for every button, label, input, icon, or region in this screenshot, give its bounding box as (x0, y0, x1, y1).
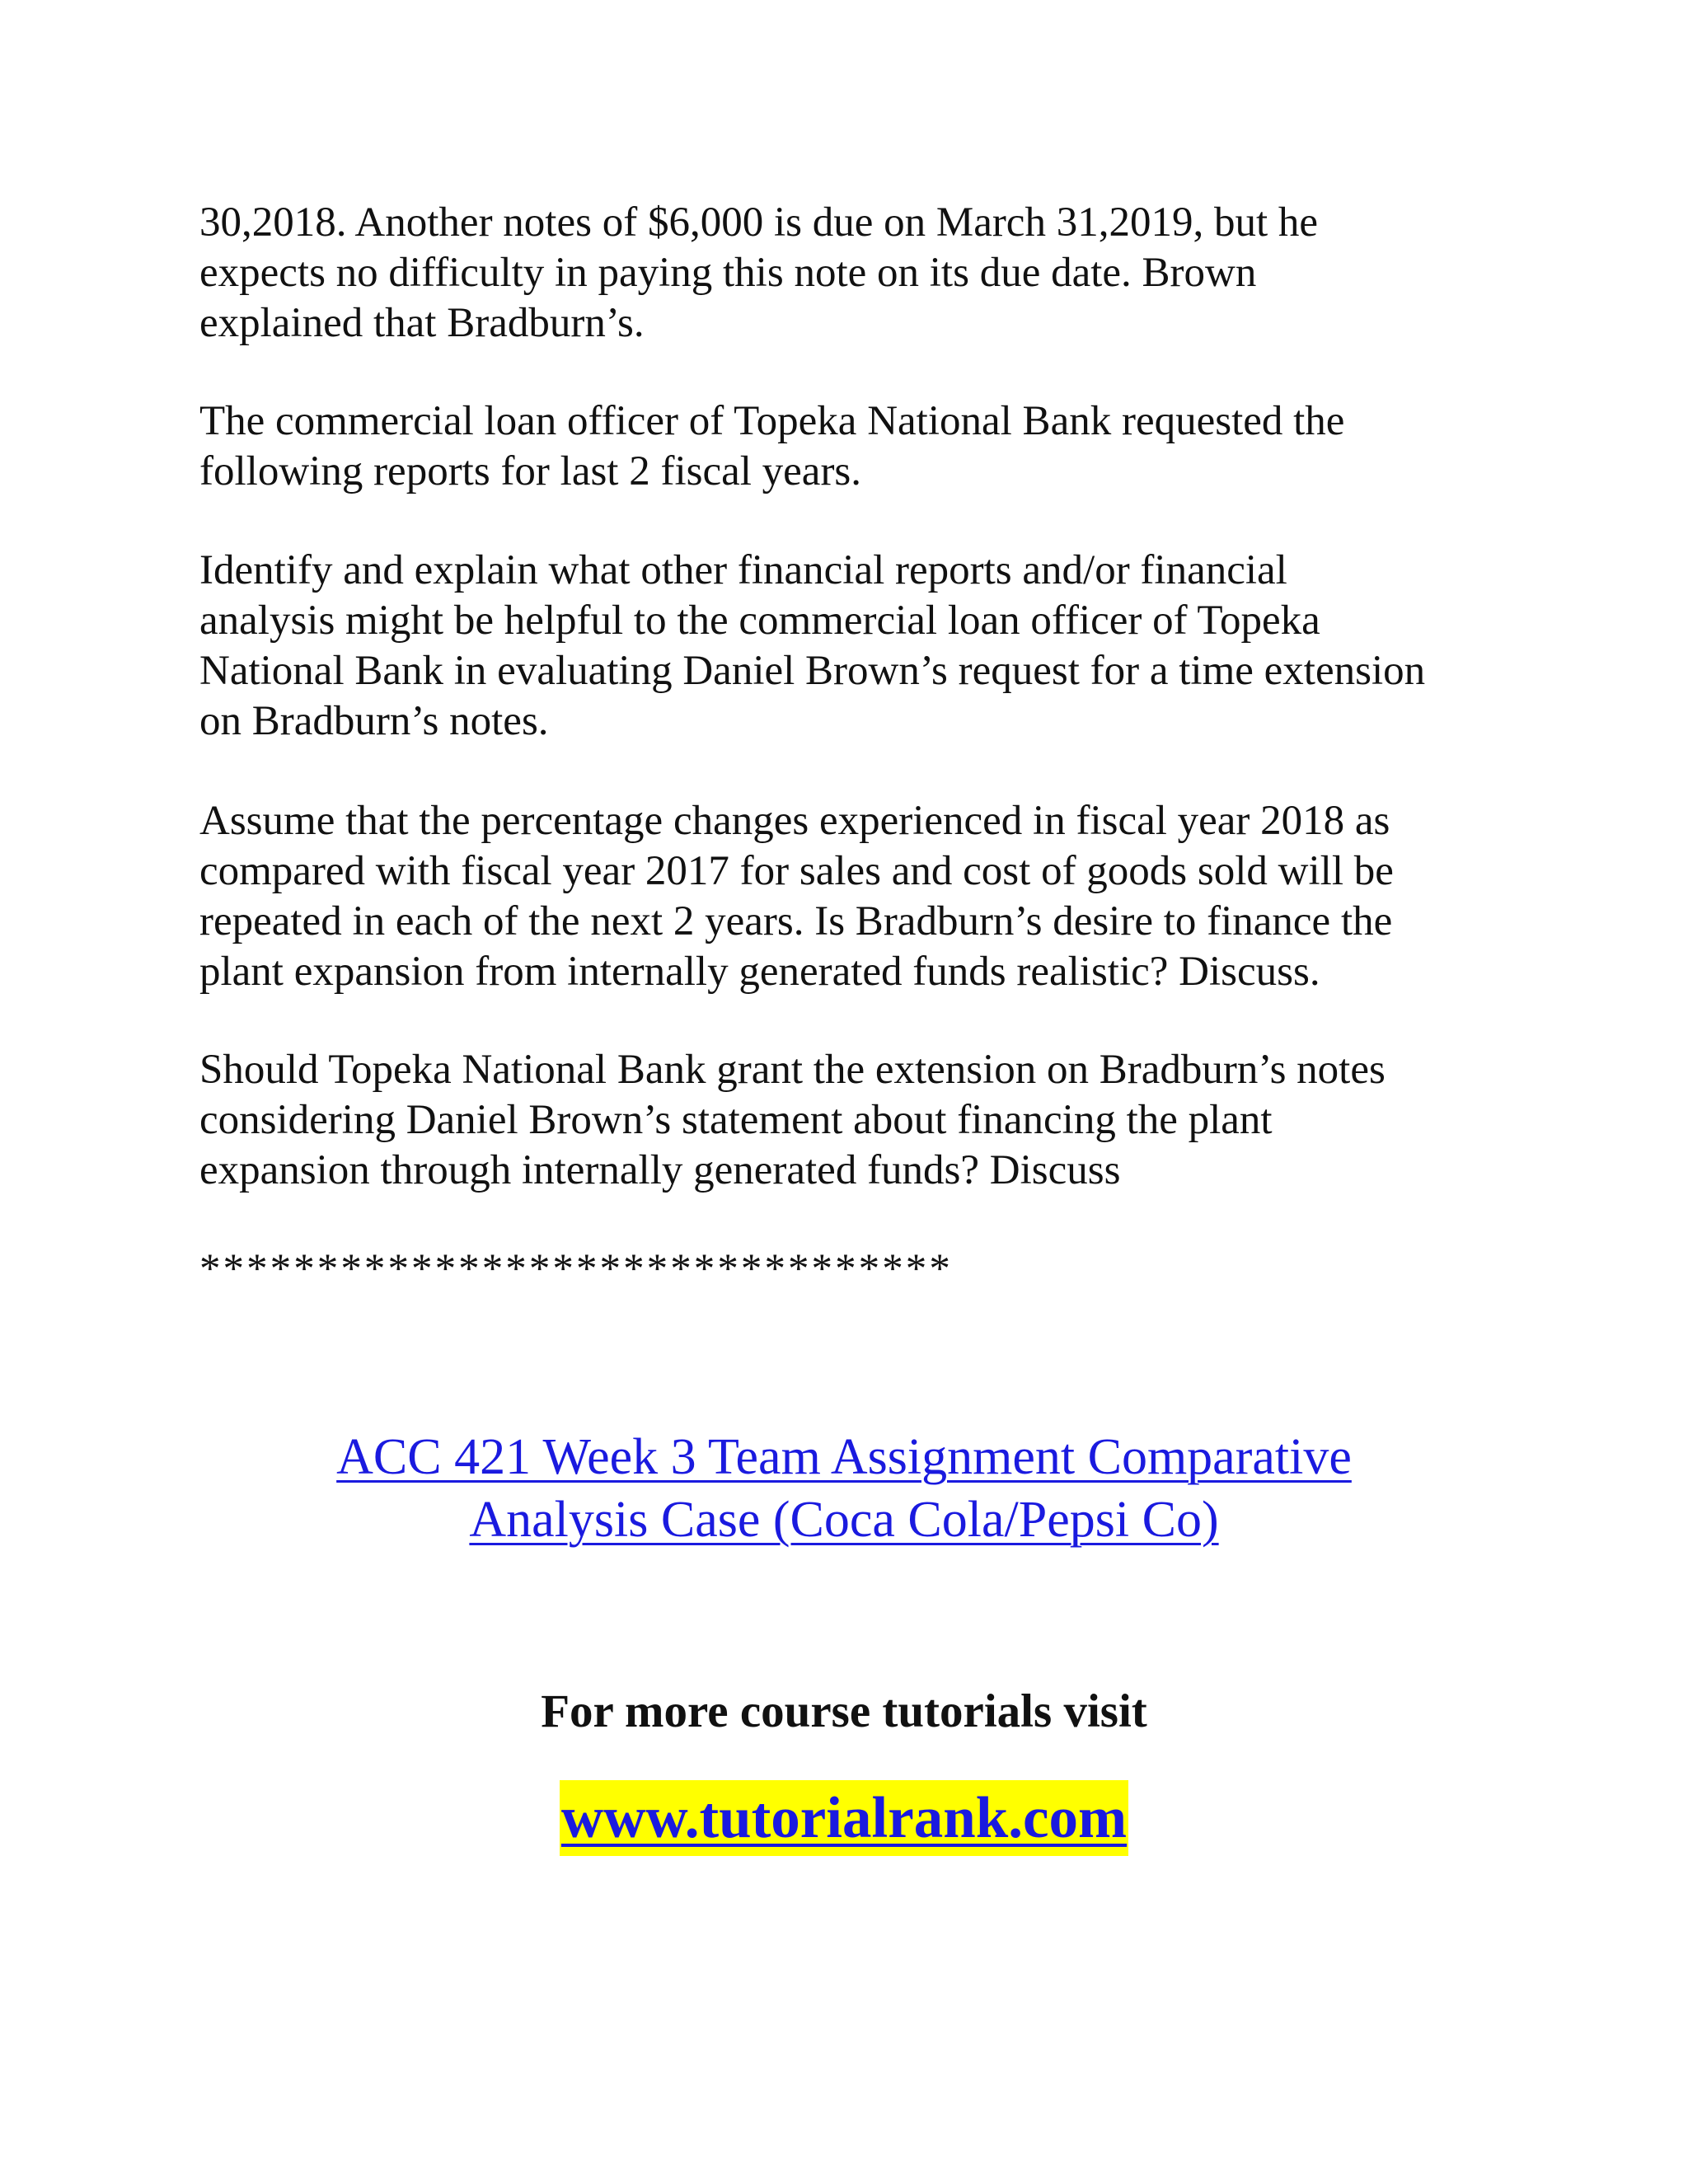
website-link[interactable]: www.tutorialrank.com (560, 1780, 1128, 1856)
text-line: expansion through internally generated funds? Discuss (199, 1147, 1121, 1193)
text-line: Identify and explain what other financial reports and/or financial (199, 547, 1287, 593)
paragraph-question-extension (199, 1045, 1502, 1196)
text-line: on Bradburn’s notes. (199, 698, 549, 744)
text-line: 30,2018. Another notes of $6,000 is due on March 31,2019, but he (199, 199, 1319, 246)
text-line: compared with fiscal year 2017 for sales and cost of goods sold will be (199, 848, 1394, 894)
text-line: analysis might be helpful to the commercial loan officer of Topeka (199, 598, 1320, 644)
website-container (0, 1780, 1688, 1856)
asterisk-separator: ******************************** (199, 1246, 953, 1292)
paragraph-notes-due (199, 198, 1502, 349)
paragraph-question-identify (199, 546, 1502, 747)
paragraph-question-percentage (199, 796, 1502, 997)
course-link-line[interactable]: ACC 421 Week 3 Team Assignment Comparative (336, 1429, 1352, 1485)
text-line: considering Daniel Brown’s statement about financing the plant (199, 1097, 1273, 1143)
text-line: following reports for last 2 fiscal years. (199, 448, 862, 494)
visit-text: For more course tutorials visit (541, 1685, 1147, 1737)
text-line: National Bank in evaluating Daniel Brown’s request for a time extension (199, 648, 1426, 694)
paragraph-loan-officer-request (199, 396, 1502, 497)
course-link[interactable] (0, 1426, 1688, 1551)
text-line: expects no difficulty in paying this note on its due date. Brown (199, 250, 1257, 296)
text-line: The commercial loan officer of Topeka National Bank requested the (199, 398, 1345, 444)
text-line: repeated in each of the next 2 years. Is Bradburn’s desire to finance the (199, 898, 1393, 944)
text-line: plant expansion from internally generated funds realistic? Discuss. (199, 949, 1320, 995)
course-link-line[interactable]: Analysis Case (Coca Cola/Pepsi Co) (469, 1492, 1219, 1548)
text-line: explained that Bradburn’s. (199, 300, 645, 346)
text-line: Assume that the percentage changes experienced in fiscal year 2018 as (199, 798, 1390, 844)
text-line: Should Topeka National Bank grant the extension on Bradburn’s notes (199, 1047, 1386, 1093)
